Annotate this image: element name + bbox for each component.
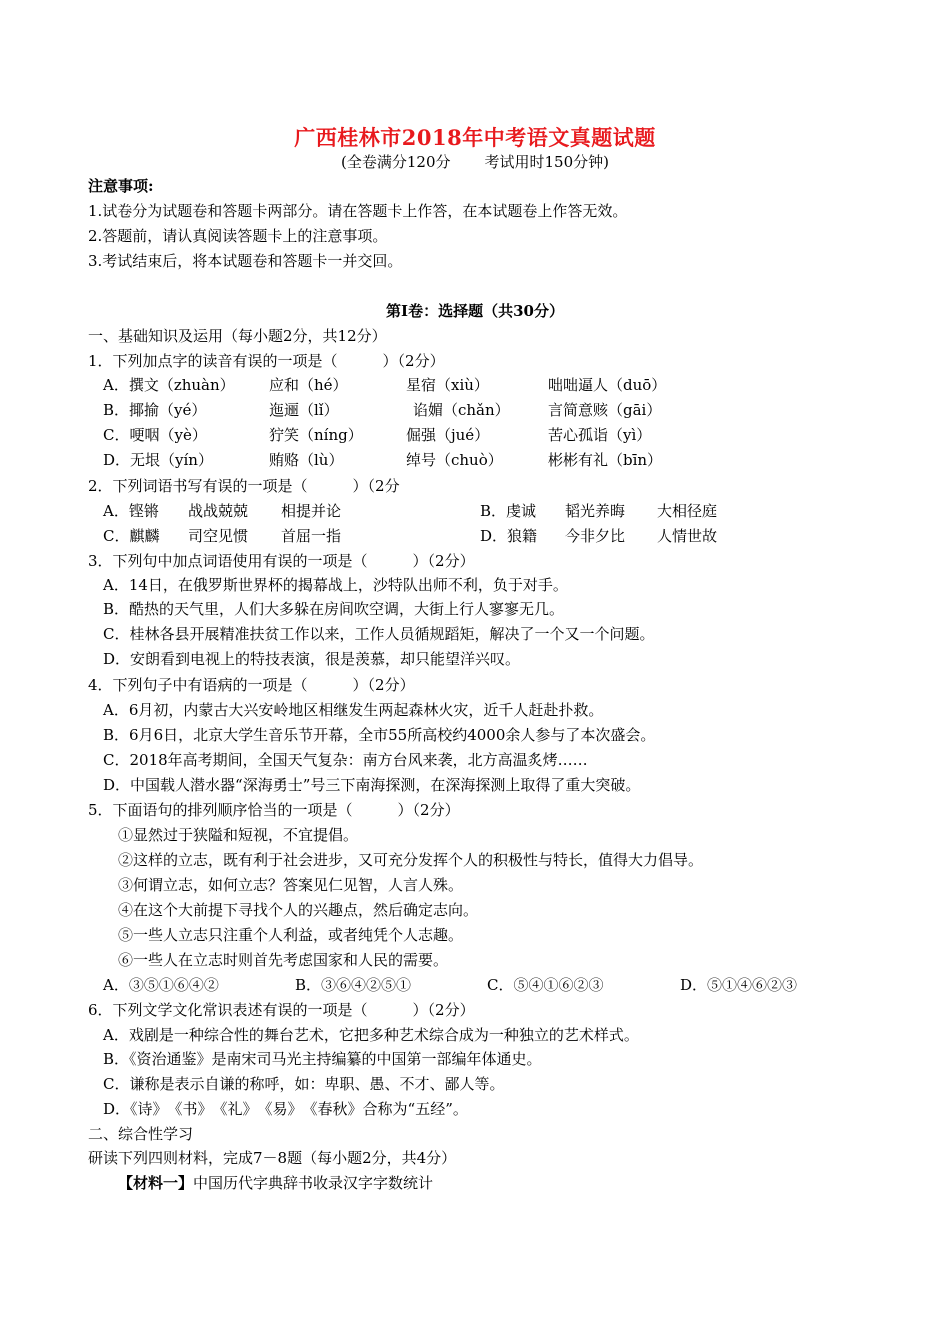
part1-heading: 第Ⅰ卷：选择题（共30分） <box>386 302 564 320</box>
q1-option-c-2: 狞笑（níng） <box>269 426 363 444</box>
q5-option-c: C．⑤④①⑥②③ <box>487 976 604 994</box>
q1-option-a-3: 星宿（xiù） <box>406 376 489 394</box>
q1-option-d-4: 彬彬有礼（bīn） <box>548 451 663 469</box>
q2-option-b-1: B．虔诚 <box>480 502 537 520</box>
q2-option-b-3: 大相径庭 <box>657 502 718 520</box>
q2-option-c-3: 首屈一指 <box>281 527 342 545</box>
q1-option-c-4: 苦心孤诣（yì） <box>548 426 652 444</box>
q2-option-d-2: 今非夕比 <box>565 527 626 545</box>
exam-info <box>0 151 950 172</box>
q3-option: B．酷热的天气里，人们大多躲在房间吹空调，大街上行人寥寥无几。 <box>103 600 565 618</box>
q4-option: A．6月初，内蒙古大兴安岭地区相继发生两起森林火灾，近千人赶赴扑救。 <box>103 701 604 719</box>
q3-stem: 3．下列句中加点词语使用有误的一项是（ ）（2分） <box>88 552 475 570</box>
q1-option-a-4: 咄咄逼人（duō） <box>548 376 667 394</box>
q1-stem: 1．下列加点字的读音有误的一项是（ ）（2分） <box>88 352 445 370</box>
q2-stem: 2．下列词语书写有误的一项是（ ）（2分 <box>88 477 400 495</box>
q5-sentence: ②这样的立志，既有利于社会进步，又可充分发挥个人的积极性与特长，值得大力倡导。 <box>118 851 704 869</box>
notice-heading: 注意事项: <box>88 177 154 195</box>
q6-option: D．《诗》 《书》 《礼》 《易》 《春秋》合称为“五经”。 <box>103 1100 468 1118</box>
q6-stem: 6．下列文学文化常识表述有误的一项是（ ）（2分） <box>88 1001 475 1019</box>
material1-label: 【材料一】 <box>118 1174 194 1192</box>
q1-option-b-1: B．揶揄（yé） <box>103 401 207 419</box>
section2-intro: 研读下列四则材料，完成7－8题（每小题2分，共4分） <box>88 1149 457 1167</box>
q1-option-c-1: C．哽咽（yè） <box>103 426 207 444</box>
q5-sentence: ①显然过于狭隘和短视，不宜提倡。 <box>118 826 359 844</box>
q2-option-a-2: 战战兢兢 <box>188 502 249 520</box>
page-title: 广西桂林市2018年中考语文真题试题 <box>294 125 656 150</box>
q1-option-d-1: D．无垠（yín） <box>103 451 213 469</box>
q2-option-b-2: 韬光养晦 <box>565 502 626 520</box>
q6-option: A．戏剧是一种综合性的舞台艺术，它把多种艺术综合成为一种独立的艺术样式。 <box>103 1026 639 1044</box>
q5-option-b: B．③⑥④②⑤① <box>295 976 412 994</box>
q2-option-c-1: C．麒麟 <box>103 527 160 545</box>
q1-option-d-3: 绰号（chuò） <box>406 451 503 469</box>
q4-option: C．2018年高考期间，全国天气复杂：南方台风来袭，北方高温炙烤…… <box>103 751 588 769</box>
q5-sentence: ④在这个大前提下寻找个人的兴趣点，然后确定志向。 <box>118 901 479 919</box>
q4-option: D．中国载人潜水器“深海勇士”号三下南海探测，在深海探测上取得了重大突破。 <box>103 776 641 794</box>
q1-option-b-4: 言简意赅（gāi） <box>548 401 662 419</box>
q4-option: B．6月6日，北京大学生音乐节开幕，全市55所高校约4000余人参与了本次盛会。 <box>103 726 656 744</box>
q6-option: B．《资治通鉴》是南宋司马光主持编纂的中国第一部编年体通史。 <box>103 1050 542 1068</box>
q5-option-a: A．③⑤①⑥④② <box>103 976 219 994</box>
q5-sentence: ⑤一些人立志只注重个人利益，或者纯凭个人志趣。 <box>118 926 464 944</box>
q3-option: D．安朗看到电视上的特技表演，很是羡慕，却只能望洋兴叹。 <box>103 650 521 668</box>
q5-stem: 5．下面语句的排列顺序恰当的一项是（ ）（2分） <box>88 801 460 819</box>
q5-sentence: ⑥一些人在立志时则首先考虑国家和人民的需要。 <box>118 951 449 969</box>
q2-option-a-1: A．铿锵 <box>103 502 159 520</box>
q2-option-c-2: 司空见惯 <box>188 527 249 545</box>
material1-text: 中国历代字典辞书收录汉字字数统计 <box>193 1174 434 1192</box>
section2-heading: 二、综合性学习 <box>88 1125 194 1143</box>
q1-option-a-2: 应和（hé） <box>269 376 348 394</box>
q1-option-d-2: 贿赂（lù） <box>269 451 344 469</box>
notice-item: 1.试卷分为试题卷和答题卡两部分。请在答题卡上作答，在本试题卷上作答无效。 <box>88 202 628 220</box>
q1-option-b-2: 迤逦（lǐ） <box>269 401 339 419</box>
section1-heading: 一、基础知识及运用（每小题2分，共12分） <box>88 327 387 345</box>
q2-option-a-3: 相提并论 <box>281 502 342 520</box>
notice-item: 3.考试结束后，将本试题卷和答题卡一并交回。 <box>88 252 403 270</box>
q2-option-d-3: 人情世故 <box>657 527 718 545</box>
q1-option-b-3: 谄媚（chǎn） <box>413 401 510 419</box>
q1-option-c-3: 倔强（jué） <box>406 426 490 444</box>
q2-option-d-1: D．狼籍 <box>480 527 538 545</box>
total-score-info: (全卷满分120分 <box>341 153 451 171</box>
notice-item: 2.答题前，请认真阅读答题卡上的注意事项。 <box>88 227 388 245</box>
q3-option: C．桂林各县开展精准扶贫工作以来，工作人员循规蹈矩，解决了一个又一个问题。 <box>103 625 655 643</box>
q3-option: A．14日，在俄罗斯世界杯的揭幕战上，沙特队出师不利，负于对手。 <box>103 576 568 594</box>
q1-option-a-1: A．撰文（zhuàn） <box>103 376 235 394</box>
exam-time-info: 考试用时150分钟) <box>484 153 609 171</box>
q5-option-d: D．⑤①④⑥②③ <box>680 976 798 994</box>
q6-option: C．谦称是表示自谦的称呼，如：卑职、愚、不才、鄙人等。 <box>103 1075 505 1093</box>
q5-sentence: ③何谓立志，如何立志？答案见仁见智，人言人殊。 <box>118 876 464 894</box>
q4-stem: 4．下列句子中有语病的一项是（ ）（2分） <box>88 676 415 694</box>
material1 <box>118 1173 433 1193</box>
